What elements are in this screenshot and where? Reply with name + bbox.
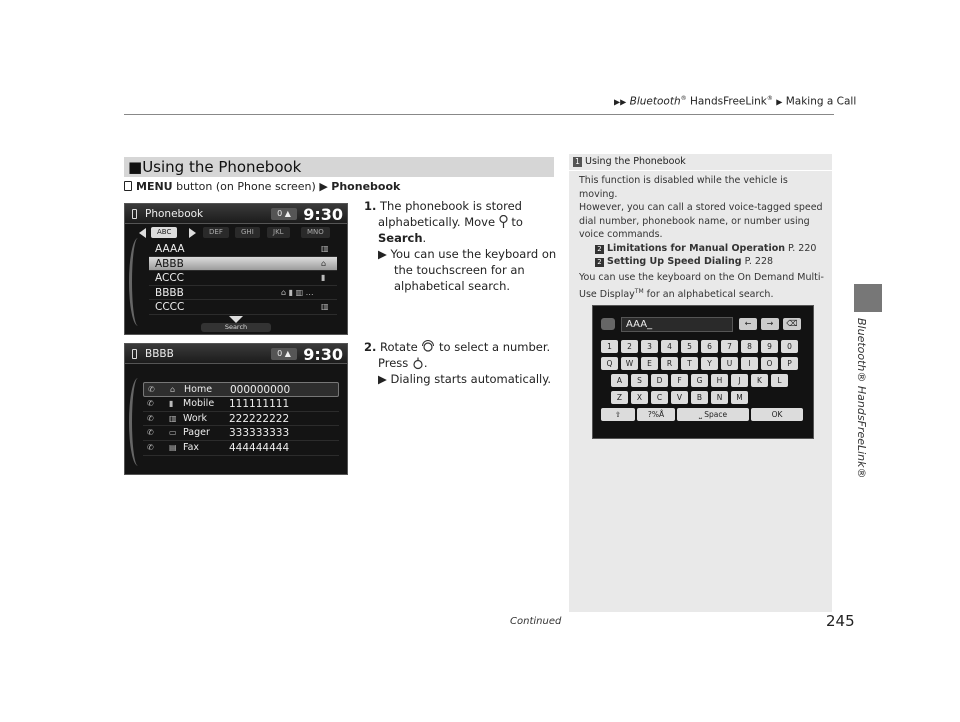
keyboard-key[interactable]: Q (601, 357, 618, 370)
keyboard-key[interactable]: A (611, 374, 628, 387)
path-arrow-icon: ▶ (319, 180, 332, 193)
tab-abc[interactable]: ABC (151, 227, 177, 238)
keyboard-key[interactable]: 2 (621, 340, 638, 353)
continued-label: Continued (510, 616, 562, 627)
keyboard-key[interactable]: 4 (661, 340, 678, 353)
chevron-down-icon (229, 316, 243, 323)
menu-path: MENU button (on Phone screen) ▶ Phonebook (124, 180, 400, 193)
step-1: 1. The phonebook is stored alphabetically. Move to Search. ▶ You can use the keyboard on the touchscreen for an alphabetical search. (364, 199, 557, 293)
breadcrumb-current: Making a Call (785, 95, 857, 108)
call-icon: ✆ (147, 428, 154, 438)
keyboard-key[interactable]: C (651, 391, 668, 404)
note-divider (569, 170, 832, 171)
keyboard-key[interactable]: 3 (641, 340, 658, 353)
fax-icon: ▤ (169, 443, 177, 453)
space-bar-icon: ⎵ (698, 410, 705, 419)
number-row[interactable]: ✆ ▥ Work 222222222 (143, 412, 339, 427)
phone-icon (132, 209, 137, 219)
backspace-button[interactable]: ⌫ (783, 318, 801, 330)
phonebook-list (149, 242, 337, 315)
keyboard-key[interactable]: D (651, 374, 668, 387)
keyboard-key[interactable]: I (741, 357, 758, 370)
keyboard-key[interactable]: X (631, 391, 648, 404)
keyboard-key[interactable]: G (691, 374, 708, 387)
keyboard-key[interactable]: O (761, 357, 778, 370)
number-row[interactable]: ✆ ⌂ Home 000000000 (143, 382, 339, 397)
breadcrumb-arrow-icon: ▶ (776, 97, 783, 107)
work-phone-icon: ▥ (169, 413, 177, 423)
phonebook-screen (124, 203, 348, 335)
breadcrumb: ▶▶ Bluetooth® HandsFreeLink® ▶ Making a Call (614, 95, 857, 108)
note-paragraph: You can use the keyboard on the On Demand Multi- Use Display™ for an alphabetical search. (579, 272, 824, 300)
list-item[interactable]: BBBB ⌂ ▮ ▥ … (149, 286, 337, 301)
sub-arrow-icon: ▶ (378, 372, 391, 386)
keyboard-key[interactable]: N (711, 391, 728, 404)
number-row[interactable]: ✆ ▤ Fax 444444444 (143, 441, 339, 456)
call-icon: ✆ (147, 398, 154, 408)
work-phone-icon: ▥ (321, 302, 329, 311)
signal-icon: 0 ▲ (271, 208, 297, 220)
note-number-icon: 1 (573, 157, 582, 167)
clock: 9:30 (303, 345, 343, 364)
breadcrumb-bluetooth: Bluetooth (629, 95, 681, 108)
header-divider (124, 114, 834, 115)
page-number: 245 (826, 612, 855, 630)
keyboard-key[interactable]: T (681, 357, 698, 370)
tab-jkl[interactable]: JKL (267, 227, 290, 238)
call-icon: ✆ (148, 385, 155, 394)
keyboard-key[interactable]: L (771, 374, 788, 387)
keyboard-key[interactable]: E (641, 357, 658, 370)
menu-icon[interactable] (601, 318, 615, 330)
list-item[interactable]: ACCC ▮ (149, 271, 337, 286)
chapter-tab (854, 284, 882, 312)
status-bar (125, 204, 347, 224)
number-row[interactable]: ✆ ▮ Mobile 111111111 (143, 397, 339, 412)
cross-reference-link[interactable]: 2 Limitations for Manual Operation P. 220 (579, 242, 829, 256)
next-tab-icon[interactable] (189, 228, 196, 238)
section-title-bar (124, 157, 554, 177)
space-key[interactable]: ⎵ Space (677, 408, 749, 421)
keyboard-key[interactable]: U (721, 357, 738, 370)
keyboard-key[interactable]: Z (611, 391, 628, 404)
keyboard-key[interactable]: 1 (601, 340, 618, 353)
keyboard-key[interactable]: P (781, 357, 798, 370)
keyboard-key[interactable]: B (691, 391, 708, 404)
keyboard-key[interactable]: M (731, 391, 748, 404)
clock: 9:30 (303, 205, 343, 224)
reference-icon: 2 (595, 258, 604, 267)
contact-numbers-screen (124, 343, 348, 475)
shift-key[interactable]: ⇧ (601, 408, 635, 421)
keyboard-key[interactable]: Y (701, 357, 718, 370)
status-bar (125, 344, 347, 364)
keyboard-key[interactable]: 6 (701, 340, 718, 353)
keyboard-key[interactable]: J (731, 374, 748, 387)
search-input[interactable]: AAA_ (621, 317, 733, 332)
mobile-icon: ▮ (321, 273, 326, 282)
sub-arrow-icon: ▶ (378, 247, 391, 261)
cursor-right-button[interactable]: → (761, 318, 779, 330)
interface-dial-press-icon (412, 357, 424, 370)
keyboard-key[interactable]: R (661, 357, 678, 370)
work-phone-icon: ▥ (321, 244, 329, 253)
prev-tab-icon[interactable] (139, 228, 146, 238)
cross-reference-link[interactable]: 2 Setting Up Speed Dialing P. 228 (579, 255, 829, 269)
screen-title: BBBB (145, 348, 174, 360)
signal-icon: 0 ▲ (271, 348, 297, 360)
number-row[interactable]: ✆ ▭ Pager 333333333 (143, 426, 339, 441)
screen-title: Phonebook (145, 208, 204, 220)
number-list (143, 382, 339, 456)
list-item[interactable]: CCCC ▥ (149, 300, 337, 315)
section-title: ■Using the Phonebook (128, 158, 302, 176)
phone-icon (132, 349, 137, 359)
keyboard-key[interactable]: S (631, 374, 648, 387)
tab-mno[interactable]: MNO (301, 227, 330, 238)
keyboard-screen (592, 305, 814, 439)
list-item[interactable]: ABBB ⌂ (149, 257, 337, 272)
scroll-arc (129, 238, 147, 326)
home-icon: ⌂ ▮ ▥ … (281, 287, 314, 297)
call-icon: ✆ (147, 413, 154, 423)
call-icon: ✆ (147, 443, 154, 453)
search-button[interactable]: Search (201, 323, 271, 332)
keyboard-key[interactable]: H (711, 374, 728, 387)
keyboard-key[interactable]: 0 (781, 340, 798, 353)
breadcrumb-arrow-icon: ▶▶ (614, 97, 627, 107)
keyboard-key[interactable]: 8 (741, 340, 758, 353)
step-2: 2. Rotate to select a number. Press . ▶ Dialing starts automatically. (364, 340, 552, 386)
keyboard-key[interactable]: K (751, 374, 768, 387)
pager-icon: ▭ (169, 428, 177, 438)
tab-ghi[interactable]: GHI (235, 227, 260, 238)
alphabet-tabs (139, 227, 339, 239)
mobile-icon: ▮ (169, 398, 174, 408)
keyboard-key[interactable]: F (671, 374, 688, 387)
note-heading: 1 Using the Phonebook (573, 156, 686, 167)
reference-icon: 2 (595, 245, 604, 254)
home-icon: ⌂ (170, 385, 176, 394)
note-paragraph: This function is disabled while the vehicle is moving. However, you can call a stored voice-tagged speed dial number, phonebook name, or number using voice commands. 2 Limitations for Manual Operation P. 220 2 Setting Up Speed Dialing P. 228 (579, 174, 829, 269)
symbols-key[interactable]: ?%Å (637, 408, 675, 421)
home-button-icon (124, 181, 132, 191)
keyboard-key[interactable]: V (671, 391, 688, 404)
keyboard-key[interactable]: 9 (761, 340, 778, 353)
interface-dial-rotate-icon (421, 340, 435, 354)
interface-dial-move-icon (499, 215, 508, 229)
keyboard-key[interactable]: 7 (721, 340, 738, 353)
home-icon: ⌂ (321, 258, 327, 268)
list-item[interactable]: AAAA ▥ (149, 242, 337, 257)
keyboard-key[interactable]: W (621, 357, 638, 370)
chapter-tab-label: Bluetooth® HandsFreeLink® (855, 318, 868, 479)
keyboard-key[interactable]: 5 (681, 340, 698, 353)
cursor-left-button[interactable]: ← (739, 318, 757, 330)
ok-key[interactable]: OK (751, 408, 803, 421)
tab-def[interactable]: DEF (203, 227, 229, 238)
